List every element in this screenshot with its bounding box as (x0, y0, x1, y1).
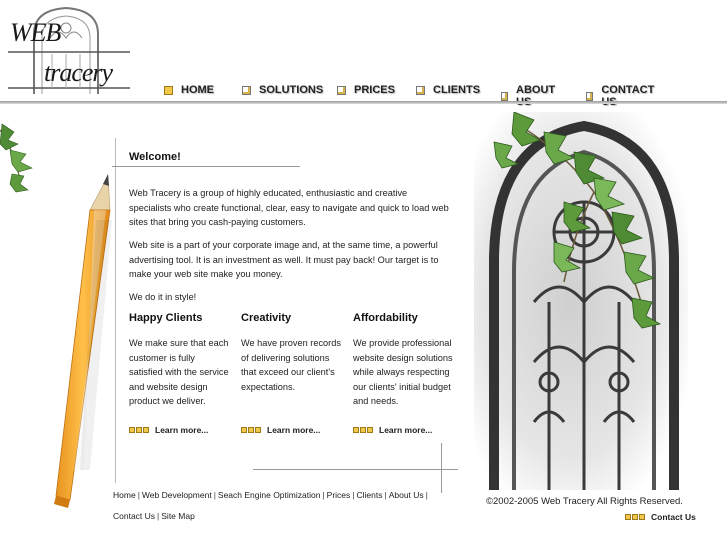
nav-clients[interactable] (416, 84, 480, 96)
nav-bullet-icon (501, 92, 508, 101)
copyright-text: ©2002-2005 Web Tracery All Rights Reserved. (486, 496, 683, 507)
learn-more-label: Learn more... (155, 425, 209, 435)
bullet-dots-icon (625, 514, 646, 520)
nav-solutions[interactable] (242, 84, 323, 96)
footer-links (113, 485, 453, 527)
nav-prices[interactable] (337, 84, 395, 96)
footer-separator: | (352, 490, 355, 500)
header-divider (0, 101, 727, 104)
nav-solutions-label: SOLUTIONS (259, 84, 324, 96)
nav-about-us-label: ABOUT (516, 84, 556, 96)
nav-bullet-icon (164, 86, 173, 95)
nav-home[interactable] (164, 84, 214, 96)
footer-contact-us-link[interactable] (625, 512, 696, 522)
logo-text-web: WEB (10, 18, 61, 47)
nav-home-label: HOME (181, 84, 214, 96)
logo-text-tracery: tracery (44, 58, 113, 87)
feature-affordability (353, 312, 453, 409)
content-vertical-rule (115, 138, 116, 483)
feature-title: Creativity (241, 312, 292, 324)
footer-link-web-development[interactable]: Web Development (141, 490, 212, 500)
feature-title: Affordability (353, 312, 418, 324)
footer-horizontal-rule (253, 469, 458, 470)
footer-link-site-map[interactable]: Site Map (161, 511, 195, 521)
nav-about-us[interactable] (501, 84, 557, 108)
footer-separator: | (425, 490, 428, 500)
welcome-underline (112, 166, 300, 167)
footer-link-clients[interactable]: Clients (356, 490, 383, 500)
learn-more-creativity[interactable] (241, 425, 320, 435)
ivy-leaf-icon (0, 120, 48, 200)
feature-title: Happy Clients (129, 312, 203, 324)
style-paragraph: We do it in style! (129, 292, 197, 302)
footer-link-prices[interactable]: Prices (326, 490, 351, 500)
intro-paragraph: Web Tracery is a group of highly educated, enthusiastic and creative specialists who create functional, clear, easy to navigate and quick to load web sites that bring you cash-paying customers. (129, 188, 449, 227)
learn-more-happy-clients[interactable] (129, 425, 208, 435)
footer-separator: | (137, 490, 140, 500)
nav-clients-label: CLIENTS (433, 84, 481, 96)
footer-separator: | (213, 490, 216, 500)
learn-more-label: Learn more... (267, 425, 321, 435)
feature-text: We have proven records of delivering solutions that exceed our client's expectations. (241, 338, 341, 392)
feature-happy-clients (129, 312, 229, 409)
nav-prices-label: PRICES (354, 84, 395, 96)
nav-contact-us-label: CONTACT (601, 84, 655, 96)
learn-more-label: Learn more... (379, 425, 433, 435)
image-paragraph: Web site is a part of your corporate image and, at the same time, a powerful advertising tool. It is an investment as well. It must pay back! Our target is to make your web site make you money. (129, 240, 439, 279)
footer-link-home[interactable]: Home (113, 490, 136, 500)
footer-separator: | (384, 490, 387, 500)
footer-link-about-us[interactable]: About Us (388, 490, 424, 500)
footer-link-contact-us[interactable]: Contact Us (113, 511, 156, 521)
bullet-dots-icon (353, 427, 374, 433)
bullet-dots-icon (241, 427, 262, 433)
nav-bullet-icon (586, 92, 593, 101)
feature-text: We make sure that each customer is fully satisfied with the service and website design product we deliver. (129, 338, 229, 406)
feature-text: We provide professional website design solutions while always respecting our clients' initial budget and needs. (353, 338, 453, 406)
learn-more-affordability[interactable] (353, 425, 432, 435)
page-title: Welcome! (129, 151, 181, 163)
footer-separator: | (322, 490, 325, 500)
gothic-window-ivy-image (474, 112, 688, 490)
nav-contact-us[interactable] (586, 84, 656, 108)
bullet-dots-icon (129, 427, 150, 433)
nav-bullet-icon (337, 86, 346, 95)
contact-us-label: Contact Us (651, 512, 696, 522)
logo[interactable] (4, 4, 134, 96)
feature-creativity (241, 312, 341, 394)
footer-separator: | (157, 511, 160, 521)
nav-bullet-icon (242, 86, 251, 95)
footer-link-seo[interactable]: Seach Engine Optimization (217, 490, 321, 500)
nav-bullet-icon (416, 86, 425, 95)
pencil-illustration (50, 170, 120, 510)
